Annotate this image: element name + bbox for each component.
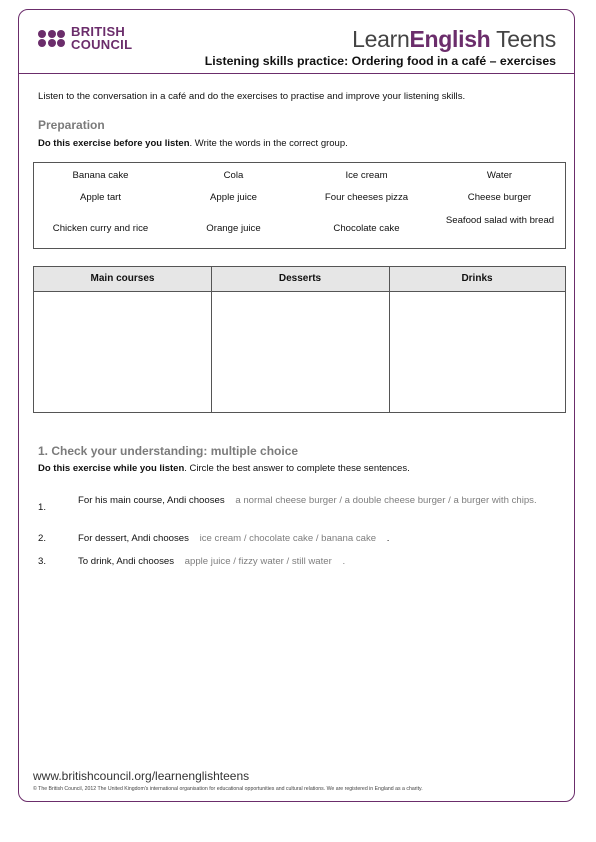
intro-text: Listen to the conversation in a café and do the exercises to practise and improve your listening skills. xyxy=(38,91,466,102)
column-header-main-courses: Main courses xyxy=(90,273,155,284)
question-number: 2. xyxy=(38,533,47,544)
question-text: For his main course, Andi chooses a normal cheese burger / a double cheese burger / a burger with chips. xyxy=(78,495,537,506)
word-bank-box xyxy=(33,162,566,249)
word-item: Ice cream xyxy=(345,170,388,181)
logo-text-line2: COUNCIL xyxy=(71,36,133,52)
question-number: 3. xyxy=(38,556,47,567)
desserts-answer-area[interactable] xyxy=(212,292,389,412)
word-item: Cheese burger xyxy=(467,192,532,203)
answer-options[interactable]: a normal cheese burger / a double cheese burger / a burger with chips xyxy=(235,495,534,506)
word-item: Cola xyxy=(223,170,244,181)
word-item: Apple juice xyxy=(210,192,257,203)
exercise1-heading: 1. Check your understanding: multiple choice xyxy=(38,444,299,458)
word-item: Water xyxy=(486,170,513,181)
question-number: 1. xyxy=(38,502,47,513)
answer-options[interactable]: ice cream / chocolate cake / banana cake xyxy=(199,533,377,544)
column-header-desserts: Desserts xyxy=(278,273,322,284)
question-text: To drink, Andi chooses apple juice / fizzy water / still water . xyxy=(78,556,346,567)
word-item: Banana cake xyxy=(72,170,129,181)
logo-text-line1: BRITISH xyxy=(71,24,126,39)
exercise1-instruction: Do this exercise while you listen. Circle the best answer to complete these sentences. xyxy=(38,463,410,474)
groups-table-header xyxy=(34,267,565,292)
drinks-answer-area[interactable] xyxy=(390,292,565,412)
word-item: Seafood salad with bread xyxy=(445,215,555,226)
word-item: Chicken curry and rice xyxy=(52,223,149,234)
header-divider xyxy=(18,73,575,74)
logo-dots-icon xyxy=(38,30,65,48)
page-title: Listening skills practice: Ordering food in a café – exercises xyxy=(204,54,556,68)
footer-copyright: © The British Council, 2012 The United Kingdom's international organisation for educational opportunities and cultural relations. We are registered in England as a charity. xyxy=(33,786,423,792)
word-item: Apple tart xyxy=(79,192,122,203)
learnenglish-teens-logo: LearnEnglish Teens xyxy=(352,26,556,52)
preparation-heading: Preparation xyxy=(38,118,105,132)
main-courses-answer-area[interactable] xyxy=(34,292,211,412)
question-text: For dessert, Andi chooses ice cream / chocolate cake / banana cake . xyxy=(78,533,390,544)
groups-table xyxy=(33,266,566,413)
british-council-logo xyxy=(38,26,132,51)
word-item: Chocolate cake xyxy=(333,223,400,234)
word-item: Four cheeses pizza xyxy=(324,192,409,203)
word-item: Orange juice xyxy=(206,223,261,234)
footer-url[interactable]: www.britishcouncil.org/learnenglishteens xyxy=(33,769,250,783)
preparation-instruction: Do this exercise before you listen. Write the words in the correct group. xyxy=(38,138,348,149)
answer-options[interactable]: apple juice / fizzy water / still water xyxy=(184,556,332,567)
column-header-drinks: Drinks xyxy=(461,273,493,284)
